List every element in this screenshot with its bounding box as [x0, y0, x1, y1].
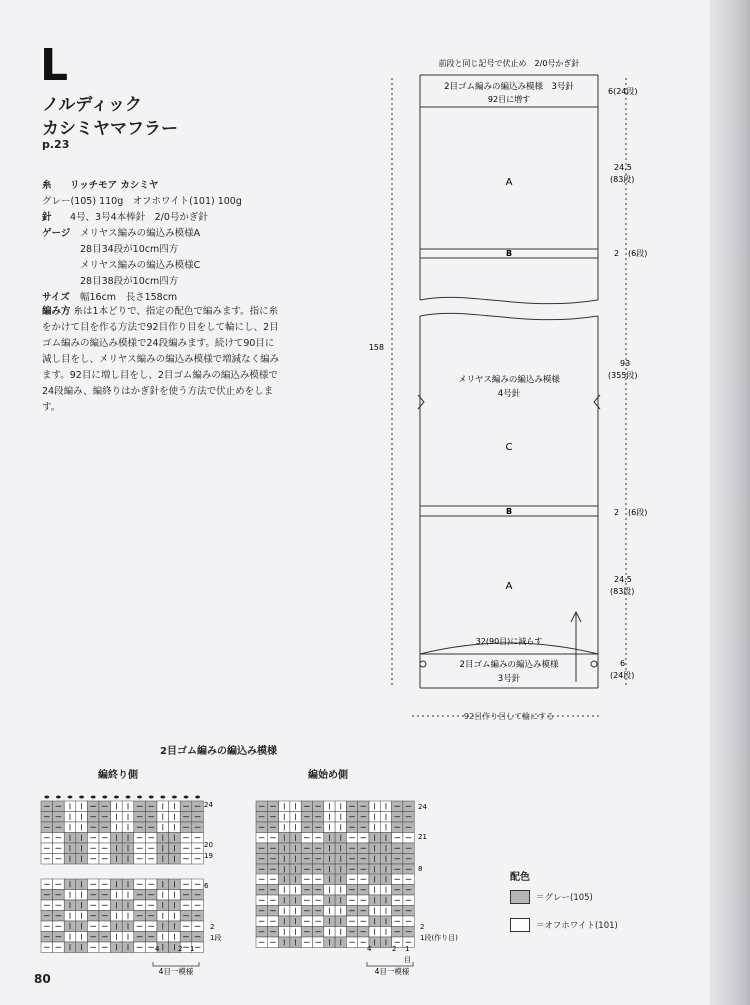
left-stitch-4: 4 [155, 945, 160, 953]
gauge-a-value: 28目34段が10cm四方 [80, 244, 179, 255]
left-chart-title: 編終り側 [98, 770, 138, 781]
dim-a2-cm: 24.5 [614, 575, 632, 584]
gauge-c-value: 28目38段が10cm四方 [80, 276, 179, 287]
main-pattern-label: メリヤス編みの編込み模様 [458, 375, 560, 385]
left-row-6: 6 [204, 882, 209, 890]
section-a2-label: A [505, 581, 513, 592]
section-b2-label: B [505, 507, 513, 516]
dim-b-rows: (6段) [628, 249, 648, 258]
side-mark-right [594, 395, 600, 409]
bind-off-note: 前段と同じ記号で伏止め 2/0号かぎ針 [438, 59, 580, 68]
right-stitch-2: 2 [392, 945, 397, 953]
right-row-8: 8 [418, 865, 423, 873]
right-stitch-1: 1 [405, 945, 410, 953]
pattern-title-line1: ノルディック [42, 95, 142, 115]
right-repeat-label: 4目一模様 [374, 967, 410, 976]
white-label: ＝オフホワイト(101) [536, 921, 618, 931]
yarn-label: 糸 [42, 180, 52, 191]
section-c-label: C [505, 442, 513, 453]
yarn-detail: グレー(105) 110g オフホワイト(101) 100g [42, 196, 242, 207]
legend-gray [510, 890, 593, 904]
edge-circle-right [591, 661, 597, 667]
pattern-title-line2: カシミヤマフラー [42, 119, 178, 139]
method-text: 糸は1本どりで、指定の配色で編みます。指に糸をかけて目を作る方法で92目作り目をして輪にし、2目ゴム編みの編込み模様で24段編みます。続けて90目に減し目をし、メリヤス編みの編込み模様で増減なく編みます。92目に増し目をし、2目ゴム編みの編込み模様で24段編み、編終りはかぎ針を使う方法で伏止めをします。 [42, 306, 280, 413]
dim-a-cm: 24.5 [614, 163, 632, 172]
legend-white [510, 918, 618, 932]
needle-label: 針 [42, 212, 52, 223]
left-repeat-bracket [153, 962, 199, 966]
left-row-19: 19 [204, 852, 213, 860]
dim-bottom-cm: 6 [620, 659, 626, 668]
left-row-1: 1段 [210, 934, 222, 942]
method-label: 編み方 [42, 306, 71, 317]
total-length-label: 158 [368, 343, 384, 352]
right-stitch-grid [256, 801, 414, 948]
dim-c-cm: 93 [620, 359, 631, 368]
right-row-21: 21 [418, 833, 427, 841]
gray-label: ＝グレー(105) [536, 893, 593, 903]
right-row-1: 1段(作り目) [420, 934, 458, 942]
right-stitch-unit: 目 [404, 956, 411, 964]
right-chart-title: 編始め側 [308, 770, 348, 781]
left-stitch-2: 2 [178, 945, 183, 953]
dim-b2-cm: 2 [614, 508, 620, 517]
left-row-20: 20 [204, 841, 213, 849]
bottom-needle-label: 3号針 [497, 674, 521, 684]
gauge-c-name: メリヤス編みの編込み模様C [80, 260, 201, 271]
right-row-2: 2 [420, 923, 425, 931]
right-row-24: 24 [418, 803, 427, 811]
size-label: サイズ [42, 292, 70, 303]
gauge-label: ゲージ [42, 228, 71, 239]
dim-b2-rows: (6段) [628, 508, 648, 517]
dim-a-rows: (83段) [610, 175, 635, 184]
pattern-letter: L [40, 40, 69, 91]
dim-bottom-rows: (24段) [610, 671, 635, 680]
legend-title: 配色 [510, 872, 530, 883]
bottom-band-label: 2目ゴム編みの編込み模様 [459, 660, 559, 670]
left-stitch-grid [41, 796, 203, 953]
right-stitch-4: 4 [367, 945, 372, 953]
left-row-24: 24 [204, 801, 213, 809]
top-band-label: 2目ゴム編みの編込み模様 3号針 [444, 82, 574, 92]
section-b-label: B [505, 249, 513, 258]
left-row-2: 2 [210, 923, 215, 931]
white-swatch [510, 918, 530, 932]
page-reference: p.23 [42, 138, 70, 151]
dim-b-cm: 2 [614, 249, 620, 258]
increase-note: 92目に増す [487, 95, 531, 104]
gauge-a-name: メリヤス編みの編込み模様A [80, 228, 201, 239]
section-a-label: A [505, 177, 513, 188]
left-stitch-1: 1 [190, 945, 195, 953]
dim-top: 6(24段) [608, 87, 638, 96]
page-number: 80 [34, 972, 51, 986]
needle-detail: 4号、3号4本棒針 2/0号かぎ針 [70, 212, 208, 223]
main-needle-label: 4号針 [497, 389, 521, 399]
page-gutter-shadow [710, 0, 750, 1005]
yarn-name: リッチモア カシミヤ [70, 180, 159, 191]
dim-c-rows: (355段) [608, 371, 638, 380]
cast-on-note: 92目作り目して輪にする [463, 712, 555, 721]
gray-swatch [510, 890, 530, 904]
left-repeat-label: 4目一模様 [158, 967, 194, 976]
size-detail: 幅16cm 長さ158cm [80, 292, 178, 303]
dim-a2-rows: (83段) [610, 587, 635, 596]
charts-title: 2目ゴム編みの編込み模様 [160, 746, 277, 757]
decrease-note: 32(90目)に減らす [475, 637, 543, 646]
